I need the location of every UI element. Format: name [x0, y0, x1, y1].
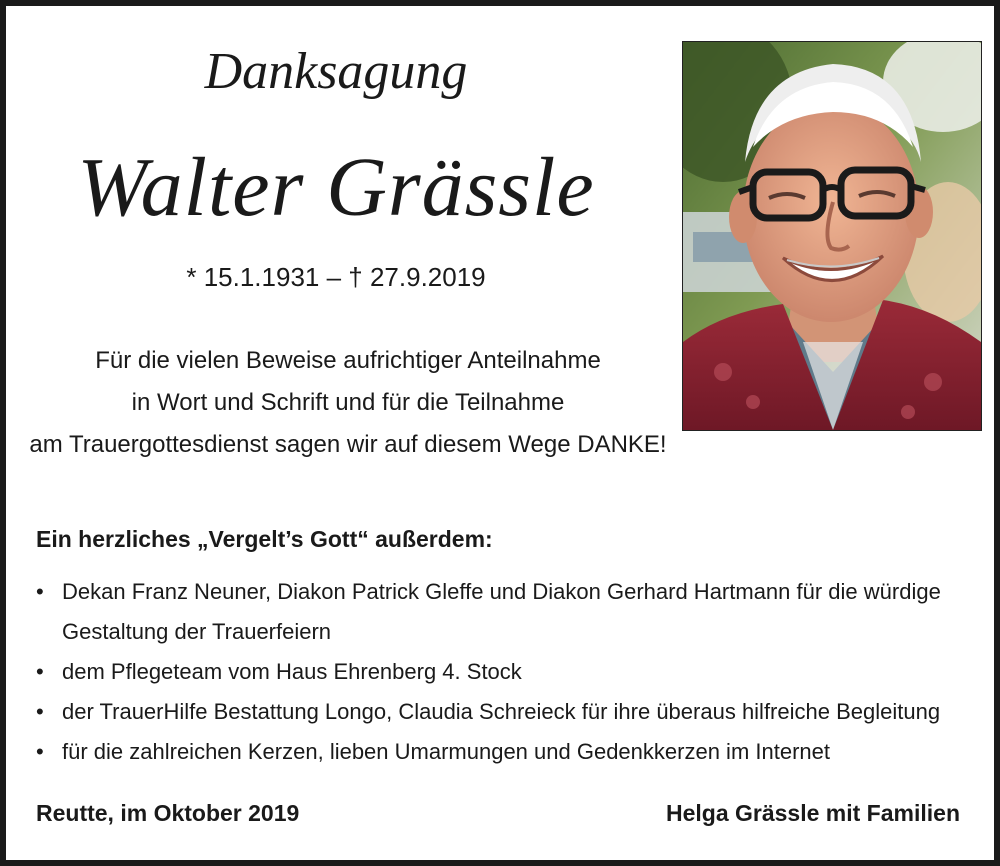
bullet-icon: •: [36, 739, 44, 764]
acknowledgements-list: [36, 572, 976, 772]
place-and-date: Reutte, im Oktober 2019: [36, 800, 300, 826]
list-item-text: Dekan Franz Neuner, Diakon Patrick Gleffe und Diakon Gerhard Hartmann für die würdige Gestaltung der Trauerfeiern: [62, 579, 941, 644]
portrait-photo: [682, 41, 982, 431]
life-dates: * 15.1.1931 – † 27.9.2019: [186, 262, 486, 292]
list-item: [36, 732, 976, 772]
list-item-text: dem Pflegeteam vom Haus Ehrenberg 4. Stock: [62, 659, 522, 684]
bullet-icon: •: [36, 699, 44, 724]
deceased-name: Walter Grässle: [77, 141, 595, 234]
list-item-text: der TrauerHilfe Bestattung Longo, Claudia Schreieck für ihre überaus hilfreiche Begleitung: [62, 699, 941, 724]
list-item: [36, 692, 976, 732]
thanks-line: in Wort und Schrift und für die Teilnahme: [131, 389, 565, 416]
list-item: [36, 652, 976, 692]
bullet-icon: •: [36, 659, 44, 684]
signature: Helga Grässle mit Familien: [665, 800, 960, 826]
thanks-message: [6, 340, 690, 466]
list-item: [36, 572, 976, 652]
acknowledgements-heading: Ein herzliches „Vergelt’s Gott“ außerdem:: [36, 526, 493, 552]
thanks-line: am Trauergottesdienst sagen wir auf diesem Wege DANKE!: [29, 431, 667, 458]
notice-title: Danksagung: [204, 43, 468, 100]
list-item-text: für die zahlreichen Kerzen, lieben Umarmungen und Gedenkkerzen im Internet: [62, 739, 830, 764]
thanks-line: Für die vielen Beweise aufrichtiger Anteilnahme: [95, 347, 601, 374]
bullet-icon: •: [36, 579, 44, 604]
